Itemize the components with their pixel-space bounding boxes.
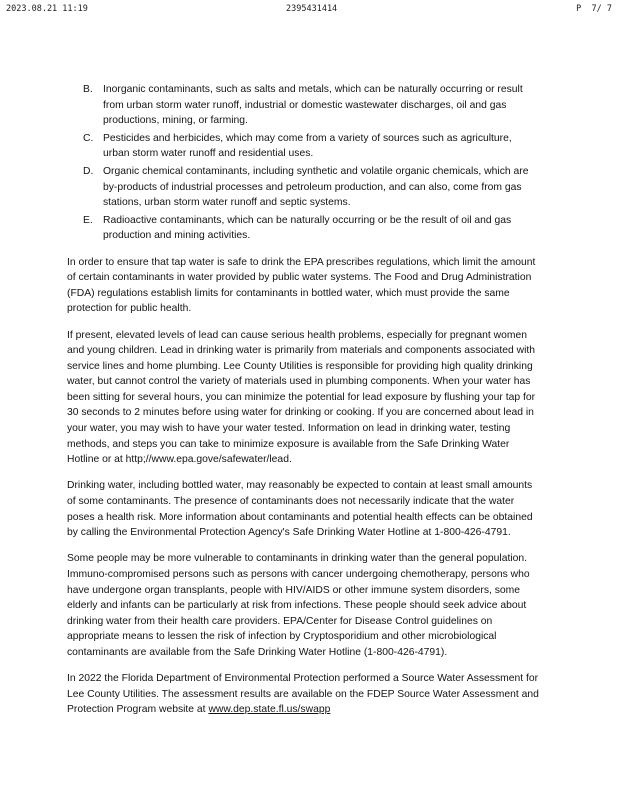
- contaminant-list: [67, 82, 540, 244]
- list-item-marker: D.: [83, 165, 94, 177]
- fax-date-time: 2023.08.21 11:19: [6, 4, 88, 14]
- list-item-text: Radioactive contaminants, which can be naturally occurring or be the result of oil and gas production and mining activities.: [103, 214, 512, 242]
- list-item: [67, 82, 540, 129]
- list-item-marker: C.: [83, 132, 94, 144]
- list-item: [67, 131, 540, 162]
- list-item-text: Pesticides and herbicides, which may come from a variety of sources such as agriculture, urban storm water runoff and residential uses.: [103, 132, 512, 160]
- document-body: [67, 82, 540, 718]
- list-item-marker: E.: [83, 214, 93, 226]
- bottled-water-paragraph: Drinking water, including bottled water, may reasonably be expected to contain at least small amounts of some contaminants. The presence of contaminants does not necessarily indicate that the water poses a health risk. More information about contaminants and potential health effects can be obtained by calling the Environmental Protection Agency's Safe Drinking Water Hotline at 1-800-426-4791.: [67, 480, 533, 539]
- lead-info-paragraph: If present, elevated levels of lead can cause serious health problems, especially for pregnant women and young children. Lead in drinking water is primarily from materials and components associated with service lines and home plumbing. Lee County Utilities is responsible for providing high quality drinking water, but cannot control the variety of materials used in plumbing components. When your water has been sitting for several hours, you can minimize the potential for lead exposure by flushing your tap for 30 seconds to 2 minutes before using water for drinking or cooking. If you are concerned about lead in your water, you may wish to have your water tested. Information on lead in drinking water, testing methods, and steps you can take to minimize exposure is available from the Safe Drinking Water Hotline or at http;//www.epa.gove/safewater/lead.: [67, 329, 536, 466]
- list-item: [67, 164, 540, 211]
- swapp-link[interactable]: www.dep.state.fl.us/swapp: [208, 704, 331, 716]
- epa-regulations-paragraph: In order to ensure that tap water is safe to drink the EPA prescribes regulations, which limit the amount of certain contaminants in water provided by public water systems. The Food and Drug Administration (FDA) regulations establish limits for contaminants in bottled water, which must provide the same protection for public health.: [67, 256, 536, 315]
- list-item: [67, 213, 540, 244]
- source-assessment-text: In 2022 the Florida Department of Environmental Protection performed a Source Water Assessment for Lee County Utilities. The assessment results are available on the FDEP Source Water Assessment and Protection Program website at: [67, 673, 539, 716]
- list-item-marker: B.: [83, 84, 93, 95]
- fax-header: [6, 4, 612, 18]
- fax-number: 2395431414: [286, 4, 338, 14]
- vulnerable-populations-paragraph: Some people may be more vulnerable to contaminants in drinking water than the general population. Immuno-compromised persons such as persons with cancer undergoing chemotherapy, persons who have undergone organ transplants, people with HIV/AIDS or other immune system disorders, some elderly and infants can be particularly at risk from infections. These people should seek advice about drinking water from their health care providers. EPA/Center for Disease Control guidelines on appropriate means to lessen the risk of infection by Cryptosporidium and other microbiological contaminants are available from the Safe Drinking Water Hotline (1-800-426-4791).: [67, 553, 530, 658]
- list-item-text: Organic chemical contaminants, including synthetic and volatile organic chemicals, which are by-products of industrial processes and petroleum production, and can also, come from gas stations, urban storm water runoff and septic systems.: [103, 165, 529, 209]
- source-assessment-paragraph: [67, 671, 540, 718]
- list-item-text: Inorganic contaminants, such as salts and metals, which can be naturally occurring or result from urban storm water runoff, industrial or domestic wastewater discharges, oil and gas productions, mining, or farming.: [103, 84, 523, 127]
- fax-page-indicator: P 7/ 7: [576, 4, 612, 14]
